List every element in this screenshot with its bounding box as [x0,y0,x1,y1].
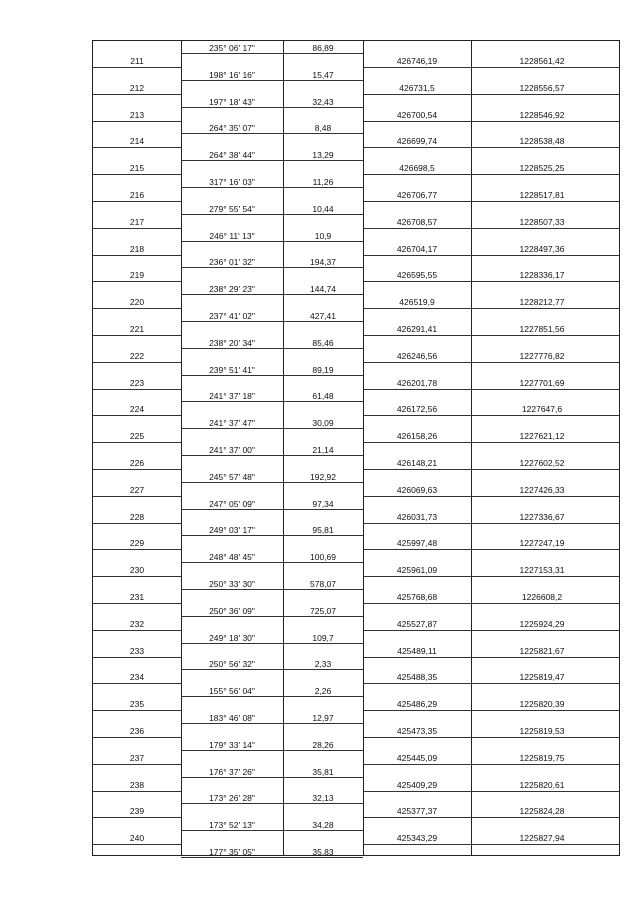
row-line [181,723,363,724]
segment-length: 12,97 [312,713,334,723]
segment-angle: 176° 37' 26" [209,766,255,777]
point-x: 425961,09 [396,565,438,576]
point-y: 1227153,31 [519,565,565,576]
segment-length: 8,48 [314,123,332,134]
segment-length: 32,43 [312,96,334,107]
point-y: 1225819,75 [519,752,565,763]
point-number: 214 [129,136,145,147]
row-line [363,228,619,229]
row-line [181,696,363,697]
segment-angle: 264° 35' 07" [209,123,255,134]
row-line [363,469,619,470]
segment-angle: 279° 55' 54" [209,203,255,214]
row-line [93,389,181,390]
point-x: 425527,87 [396,618,438,629]
row-line [181,321,363,322]
row-line [363,523,619,524]
point-x: 426706,77 [396,190,438,200]
segment-angle: 179° 33' 14" [209,739,255,750]
point-y: 1227701,69 [519,377,565,388]
row-line [181,616,363,617]
point-number: 235 [129,699,145,710]
row-line [93,630,181,631]
point-y: 1228525,25 [519,163,565,174]
row-line [93,576,181,577]
row-line [363,415,619,416]
row-line [181,214,363,215]
row-line [181,562,363,563]
point-number: 231 [129,592,145,602]
point-y: 1228517,81 [519,190,565,200]
segment-length: 34,28 [312,820,334,831]
segment-angle: 198° 16' 16" [209,69,255,80]
segment-length: 85,46 [312,337,334,348]
segment-angle: 236° 01' 32" [209,257,255,268]
segment-angle: 250° 56' 32" [209,659,255,670]
row-line [181,80,363,81]
segment-length: 10,44 [312,203,334,214]
point-number: 218 [129,243,145,254]
point-y: 1227776,82 [519,350,565,361]
row-line [363,389,619,390]
segment-length: 61,48 [312,391,334,402]
row-line [93,228,181,229]
row-line [363,603,619,604]
segment-length: 21,14 [312,445,334,455]
point-x: 426595,55 [396,270,438,281]
point-y: 1228556,57 [519,82,565,93]
segment-length: 100,69 [310,552,336,563]
segment-angle: 183° 46' 08" [209,713,255,723]
point-number: 226 [129,458,145,468]
segment-angle: 238° 29' 23" [209,284,255,295]
point-x: 425768,68 [396,592,438,602]
point-y: 1227621,12 [519,431,565,442]
row-line [93,523,181,524]
row-line [363,683,619,684]
row-line [181,509,363,510]
point-x: 426708,57 [396,216,438,227]
point-y: 1225924,29 [519,618,565,629]
point-number: 224 [129,404,145,415]
point-number: 220 [129,297,145,308]
row-line [363,67,619,68]
segment-length: 30,09 [312,418,334,429]
segment-angle: 197° 18' 43" [209,96,255,107]
point-x: 426731,5 [399,82,435,93]
point-x: 425445,09 [396,752,438,763]
row-line [181,857,363,858]
point-number: 217 [129,216,145,227]
row-line [181,830,363,831]
point-y: 1225819,53 [519,726,565,736]
point-y: 1225827,94 [519,833,565,844]
row-line [93,415,181,416]
row-line [363,549,619,550]
point-y: 1225821,67 [519,645,565,656]
row-line [181,401,363,402]
row-line [93,362,181,363]
point-number: 227 [129,484,145,495]
row-line [181,375,363,376]
point-x: 426519,9 [399,297,435,308]
segment-length: 35,81 [312,766,334,777]
row-line [93,147,181,148]
row-line [181,348,363,349]
row-line [93,67,181,68]
point-y: 1225820,39 [519,699,565,710]
point-number: 221 [129,324,145,334]
coordinate-table [92,40,620,856]
row-line [181,750,363,751]
row-line [363,201,619,202]
point-x: 426158,26 [396,431,438,442]
row-line [93,201,181,202]
point-y: 1226608,2 [521,592,563,602]
segment-angle: 155° 56' 04" [209,686,255,697]
row-line [363,308,619,309]
row-line [93,710,181,711]
point-number: 215 [129,163,145,174]
row-line [181,53,363,54]
row-line [181,803,363,804]
row-line [93,308,181,309]
point-y: 1227647,6 [521,404,563,415]
point-x: 425377,37 [396,806,438,817]
segment-angle: 237° 41' 02" [209,311,255,321]
row-line [181,482,363,483]
segment-angle: 248° 48' 45" [209,552,255,563]
point-x: 426746,19 [396,56,438,66]
row-line [181,428,363,429]
row-line [363,630,619,631]
point-x: 426031,73 [396,511,438,522]
row-line [93,817,181,818]
point-x: 426201,78 [396,377,438,388]
segment-angle: 246° 11' 13" [209,230,255,241]
point-number: 219 [129,270,145,281]
row-line [93,657,181,658]
row-line [363,737,619,738]
point-number: 238 [129,779,145,790]
segment-angle: 241° 37' 00" [209,445,255,455]
point-x: 425486,29 [396,699,438,710]
segment-angle: 250° 36' 09" [209,605,255,616]
segment-length: 109,7 [312,632,334,643]
row-line [93,737,181,738]
point-x: 426148,21 [396,458,438,468]
point-y: 1228336,17 [519,270,565,281]
row-line [181,643,363,644]
point-number: 229 [129,538,145,549]
point-y: 1227602,52 [519,458,565,468]
row-line [93,335,181,336]
point-x: 425489,11 [397,645,437,656]
segment-length: 32,13 [312,793,334,804]
row-line [363,496,619,497]
row-line [181,294,363,295]
segment-length: 28,26 [312,739,334,750]
row-line [93,764,181,765]
row-line [93,469,181,470]
row-line [93,255,181,256]
point-number: 239 [129,806,145,817]
point-x: 426700,54 [396,109,438,120]
row-line [363,657,619,658]
point-number: 213 [129,109,145,120]
row-line [93,94,181,95]
row-line [93,496,181,497]
point-number: 236 [129,726,145,736]
segment-angle: 317° 16' 03" [209,177,255,187]
segment-length: 578,07 [310,579,336,589]
point-number: 216 [129,190,145,200]
segment-angle: 173° 52' 13" [209,820,255,831]
segment-angle: 264° 38' 44" [209,150,255,161]
segment-angle: 249° 03' 17" [209,525,255,536]
row-line [93,844,181,845]
segment-length: 97,34 [312,498,334,509]
point-x: 425473,35 [396,726,438,736]
segment-length: 2,33 [314,659,332,670]
point-y: 1225824,28 [519,806,565,817]
point-y: 1228507,33 [519,216,565,227]
point-number: 222 [129,350,145,361]
segment-angle: 241° 37' 18" [209,391,255,402]
point-x: 426291,41 [396,324,438,334]
row-line [181,241,363,242]
point-y: 1227336,67 [519,511,565,522]
row-line [363,255,619,256]
segment-angle: 239° 51' 41" [209,364,255,375]
row-line [93,791,181,792]
point-number: 228 [129,511,145,522]
point-x: 426698,5 [399,163,435,174]
point-y: 1227851,56 [519,324,565,334]
segment-length: 15,47 [312,69,334,80]
row-line [181,133,363,134]
point-y: 1227426,33 [519,484,565,495]
point-y: 1225819,47 [519,672,565,683]
row-line [93,174,181,175]
point-x: 425997,48 [396,538,438,549]
row-line [93,603,181,604]
segment-length: 86,89 [312,43,334,53]
row-line [363,791,619,792]
point-number: 237 [129,752,145,763]
segment-length: 194,37 [310,257,336,268]
point-y: 1227247,19 [519,538,565,549]
row-line [93,442,181,443]
row-line [363,94,619,95]
row-line [363,362,619,363]
point-x: 426172,56 [396,404,438,415]
segment-angle: 173° 26' 28" [209,793,255,804]
point-y: 1228497,36 [519,243,565,254]
point-number: 234 [129,672,145,683]
point-x: 425488,35 [396,672,438,683]
point-number: 223 [129,377,145,388]
row-line [93,549,181,550]
row-line [181,455,363,456]
row-line [363,281,619,282]
segment-angle: 241° 37' 47" [209,418,255,429]
row-line [181,535,363,536]
segment-length: 144,74 [310,284,336,295]
segment-angle: 235° 06' 17" [209,43,255,53]
point-number: 233 [129,645,145,656]
segment-angle: 238° 20' 34" [209,337,255,348]
segment-length: 10,9 [314,230,332,241]
point-x: 425409,29 [396,779,438,790]
row-line [181,669,363,670]
segment-angle: 177° 35' 05" [209,847,255,857]
row-line [363,576,619,577]
point-y: 1228212,77 [519,297,565,308]
row-line [93,683,181,684]
point-number: 240 [129,833,145,844]
point-number: 232 [129,618,145,629]
segment-length: 192,92 [310,471,336,482]
row-line [181,107,363,108]
row-line [363,335,619,336]
segment-length: 725,07 [310,605,336,616]
row-line [181,267,363,268]
segment-length: 427,41 [310,311,336,321]
segment-length: 2,26 [314,686,332,697]
row-line [93,121,181,122]
point-y: 1228546,92 [519,109,565,120]
segment-angle: 249° 18' 30" [209,632,255,643]
row-line [93,281,181,282]
row-line [363,442,619,443]
row-line [181,160,363,161]
point-number: 211 [130,56,144,66]
point-x: 425343,29 [396,833,438,844]
point-number: 230 [129,565,145,576]
row-line [363,710,619,711]
segment-length: 89,19 [312,364,334,375]
point-x: 426704,17 [396,243,438,254]
segment-length: 13,29 [312,150,334,161]
segment-length: 11,26 [312,177,334,187]
point-x: 426246,56 [396,350,438,361]
row-line [181,187,363,188]
segment-length: 95,81 [312,525,334,536]
row-line [363,147,619,148]
row-line [181,589,363,590]
point-x: 426699,74 [396,136,438,147]
segment-angle: 245° 57' 48" [209,471,255,482]
row-line [363,844,619,845]
segment-angle: 250° 33' 30" [209,579,255,589]
segment-angle: 247° 05' 09" [209,498,255,509]
row-line [363,764,619,765]
row-line [363,817,619,818]
row-line [363,174,619,175]
point-x: 426069,63 [396,484,438,495]
point-y: 1228538,48 [519,136,565,147]
point-y: 1225820,61 [519,779,565,790]
point-number: 212 [129,82,145,93]
segment-length: 35,83 [312,847,334,857]
point-y: 1228561,42 [519,56,565,66]
row-line [363,121,619,122]
point-number: 225 [129,431,145,442]
row-line [181,777,363,778]
